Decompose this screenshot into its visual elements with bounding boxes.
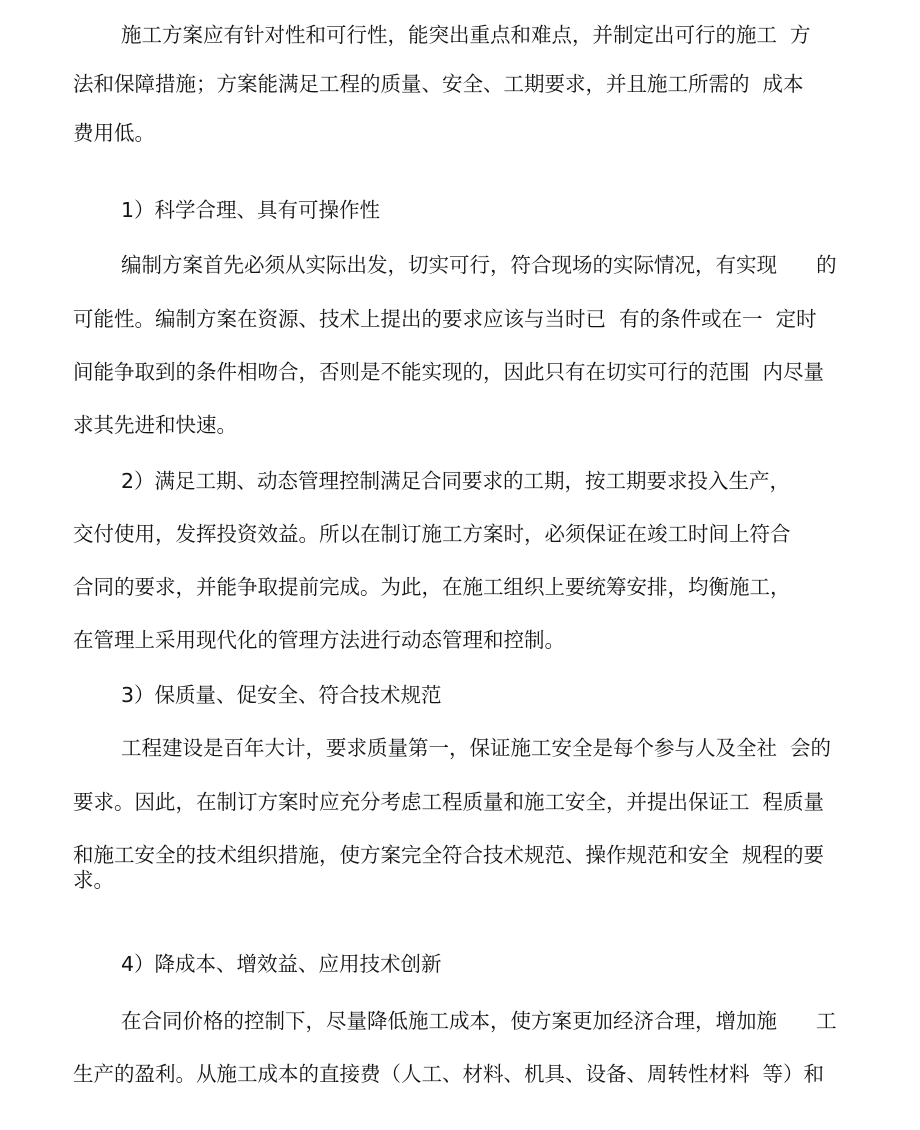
section-heading-3: 3）保质量、促安全、符合技术规范 (121, 683, 442, 707)
paragraph-line: 求其先进和快速。 (73, 413, 237, 437)
paragraph-line: 要求。因此，在制订方案时应充分考虑工程质量和施工安全，并提出保证工 程质量 (73, 790, 825, 814)
paragraph-line: 合同的要求，并能争取提前完成。为此，在施工组织上要统筹安排，均衡施工， (73, 575, 791, 599)
paragraph-line: 交付使用，发挥投资效益。所以在制订施工方案时，必须保证在竣工时间上符合 (73, 522, 791, 546)
paragraph-line: 法和保障措施；方案能满足工程的质量、安全、工期要求，并且施工所需的 成本 (73, 72, 804, 96)
paragraph-line: 可能性。编制方案在资源、技术上提出的要求应该与当时已 有的条件或在一 定时 (73, 307, 817, 331)
paragraph-line: 工程建设是百年大计，要求质量第一，保证施工安全是每个参与人及全社 会的 (121, 736, 832, 760)
section-heading-2: 2）满足工期、动态管理控制满足合同要求的工期，按工期要求投入生产， (121, 469, 791, 493)
paragraph-line: 和施工安全的技术组织措施，使方案完全符合技术规范、操作规范和安全 规程的要 (73, 843, 825, 867)
paragraph-line: 在合同价格的控制下，尽量降低施工成本，使方案更加经济合理，增加施 工 (121, 1009, 837, 1033)
paragraph-line: 生产的盈利。从施工成本的直接费（人工、材料、机具、设备、周转性材料 等）和 (73, 1062, 825, 1086)
paragraph-line: 求。 (73, 868, 114, 892)
paragraph-line: 在管理上采用现代化的管理方法进行动态管理和控制。 (73, 628, 565, 652)
paragraph-line: 费用低。 (73, 121, 155, 145)
paragraph-line: 间能争取到的条件相吻合，否则是不能实现的，因此只有在切实可行的范围 内尽量 (73, 360, 825, 384)
paragraph-line: 编制方案首先必须从实际出发，切实可行，符合现场的实际情况，有实现 的 (121, 253, 837, 277)
section-heading-4: 4）降成本、增效益、应用技术创新 (121, 952, 442, 976)
section-heading-1: 1）科学合理、具有可操作性 (121, 198, 381, 222)
paragraph-line: 施工方案应有针对性和可行性，能突出重点和难点，并制定出可行的施工 方 (121, 23, 811, 47)
